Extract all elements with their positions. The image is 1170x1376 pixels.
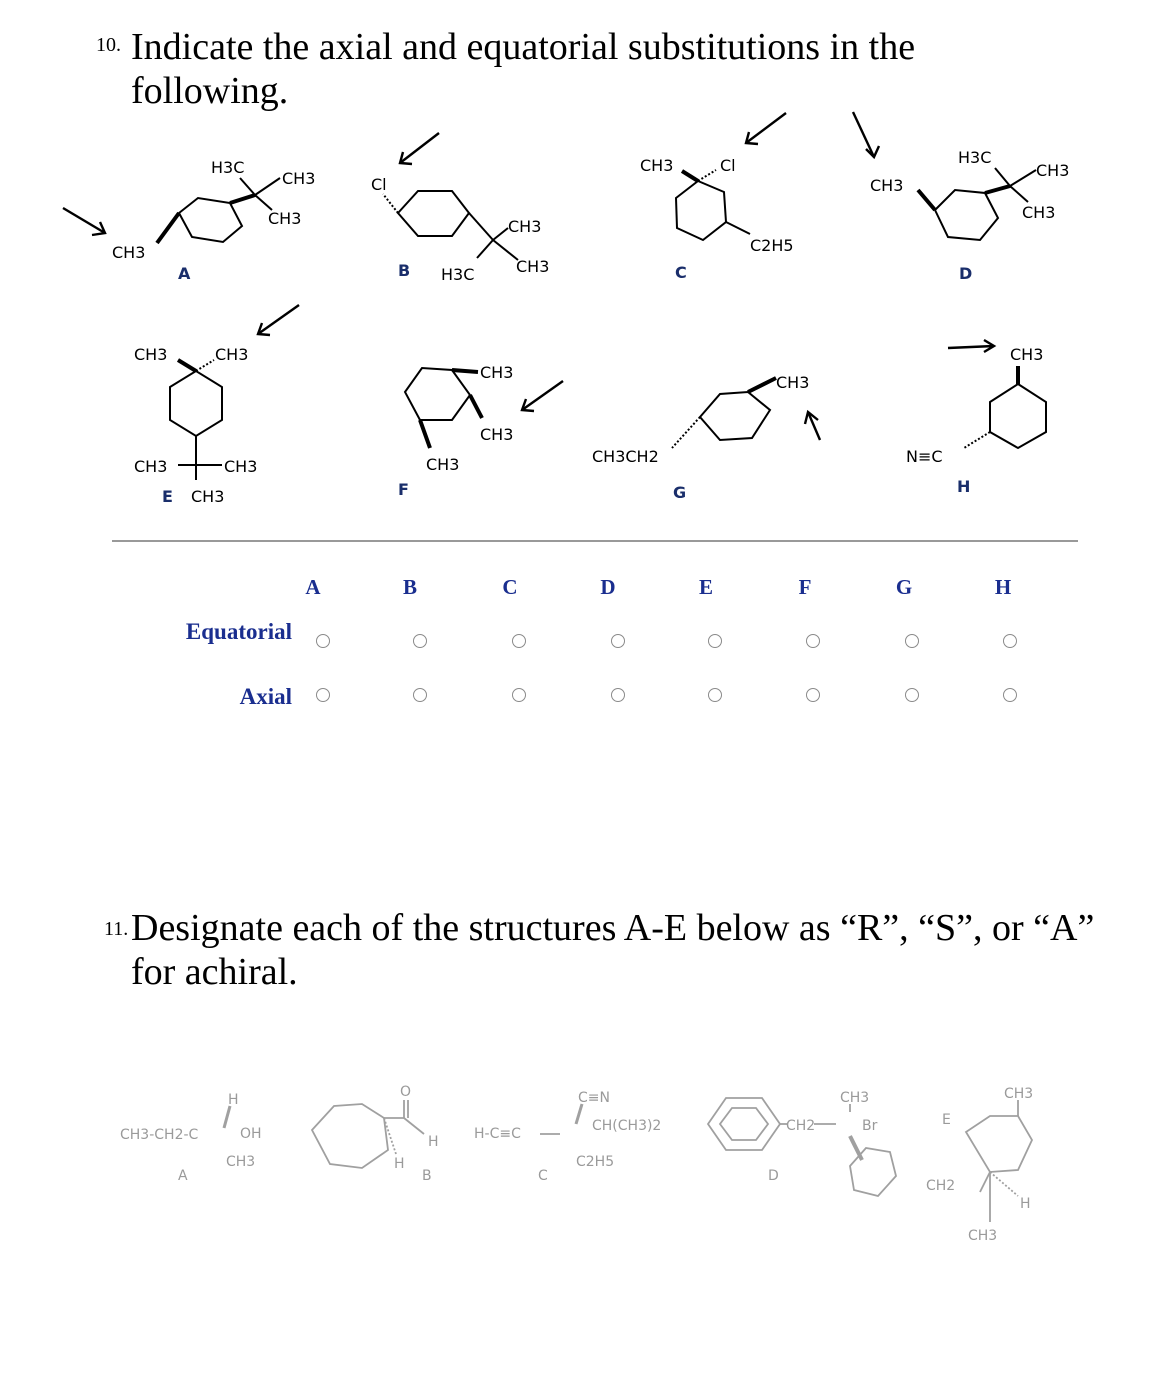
arrow-a: [63, 208, 105, 233]
q11-structures: [0, 1070, 1170, 1250]
radio-equatorial-d[interactable]: [611, 634, 625, 648]
radio-equatorial-e[interactable]: [708, 634, 722, 648]
structure-b-ch3-top: CH3: [508, 217, 542, 236]
structure-a: [63, 158, 315, 283]
column-header-d: D: [600, 575, 616, 599]
structure-g-label: G: [673, 483, 687, 502]
radio-equatorial-h[interactable]: [1003, 634, 1017, 648]
row-header-axial: Axial: [239, 684, 292, 709]
q11-structure-c: [474, 1090, 661, 1184]
radio-axial-e[interactable]: [708, 688, 722, 702]
question-11-text-line2: for achiral.: [131, 951, 298, 993]
column-header-a: A: [305, 575, 321, 599]
structure-f-ch3-right: CH3: [480, 425, 514, 444]
structure-c-c2h5: C2H5: [750, 236, 794, 255]
structure-c: [640, 113, 794, 282]
structure-b-h3c: H3C: [441, 265, 475, 284]
radio-axial-g[interactable]: [905, 688, 919, 702]
structure-b-ch3-bottom: CH3: [516, 257, 550, 276]
q11-e-label: E: [942, 1112, 951, 1128]
q11-e-h: H: [1020, 1196, 1031, 1212]
question-10-number: 10.: [96, 34, 121, 56]
q11-c-isopropyl: CH(CH3)2: [592, 1118, 662, 1134]
q11-c-ethyl: C2H5: [576, 1154, 615, 1170]
question-10-text-line2: following.: [131, 70, 289, 112]
q11-b-h-bottom: H: [394, 1156, 405, 1172]
column-header-h: H: [994, 575, 1012, 599]
structure-f-ch3-top: CH3: [480, 363, 514, 382]
structure-e: [134, 305, 299, 506]
structure-d-ch3-right: CH3: [1036, 161, 1070, 180]
structure-d-label: D: [959, 264, 973, 283]
structure-c-cl: Cl: [720, 156, 736, 175]
structure-h-label: H: [957, 477, 971, 496]
structure-g: [592, 373, 820, 502]
structure-b-label: B: [398, 261, 411, 280]
structure-h-ch3: CH3: [1010, 345, 1044, 364]
structure-a-ch3-mid: CH3: [268, 209, 302, 228]
q11-structure-b: [312, 1084, 439, 1184]
q11-structure-d: [708, 1090, 896, 1196]
structure-b: [371, 133, 549, 284]
structure-h-nitrile: N≡C: [906, 447, 943, 466]
structure-d: [853, 112, 1069, 283]
radio-axial-b[interactable]: [413, 688, 427, 702]
column-header-f: F: [798, 575, 812, 599]
q11-c-cn: C≡N: [578, 1090, 610, 1106]
structure-e-ch3-left: CH3: [134, 457, 168, 476]
arrow-d: [853, 112, 874, 157]
q11-d-ch2: CH2: [786, 1118, 816, 1134]
q11-a-oh: OH: [240, 1126, 262, 1142]
structure-f: [398, 363, 563, 499]
radio-equatorial-f[interactable]: [806, 634, 820, 648]
q11-e-ch3-bottom: CH3: [968, 1228, 998, 1244]
structure-b-cl: Cl: [371, 175, 387, 194]
structure-d-ch3-mid: CH3: [1022, 203, 1056, 222]
question-11-text-line1: Designate each of the structures A-E below as “R”, “S”, or “A”: [131, 907, 1095, 949]
structure-e-ch3-bottom: CH3: [191, 487, 225, 506]
structure-e-ch3-top-left: CH3: [134, 345, 168, 364]
q10-structures: [0, 0, 1170, 520]
radio-axial-c[interactable]: [512, 688, 526, 702]
radio-axial-a[interactable]: [316, 688, 330, 702]
row-header-equatorial: Equatorial: [185, 619, 292, 644]
question-10-text-line1: Indicate the axial and equatorial substitutions in the: [131, 26, 916, 68]
q11-a-h: H: [228, 1092, 239, 1108]
q11-b-h-right: H: [428, 1134, 439, 1150]
column-header-g: G: [895, 575, 913, 599]
q11-e-ch3-top: CH3: [1004, 1086, 1034, 1102]
q11-structure-a: [120, 1092, 262, 1184]
structure-d-ch3-left: CH3: [870, 176, 904, 195]
q11-d-br: Br: [862, 1118, 878, 1134]
structure-f-label: F: [398, 480, 409, 499]
arrow-b: [400, 133, 439, 163]
q11-a-label: A: [178, 1168, 188, 1184]
structure-e-ch3-top-right: CH3: [215, 345, 249, 364]
structure-a-ch3-top: CH3: [282, 169, 316, 188]
radio-axial-h[interactable]: [1003, 688, 1017, 702]
structure-d-h3c: H3C: [958, 148, 992, 167]
radio-equatorial-c[interactable]: [512, 634, 526, 648]
column-header-c: C: [502, 575, 518, 599]
arrow-f: [522, 381, 563, 410]
radio-axial-d[interactable]: [611, 688, 625, 702]
q11-b-o: O: [400, 1084, 412, 1100]
structure-g-ch3: CH3: [776, 373, 810, 392]
structure-h: [906, 340, 1046, 496]
radio-equatorial-a[interactable]: [316, 634, 330, 648]
q11-c-alkyne: H-C≡C: [474, 1126, 521, 1142]
q11-d-ch3: CH3: [840, 1090, 870, 1106]
radio-equatorial-b[interactable]: [413, 634, 427, 648]
q11-d-label: D: [768, 1168, 779, 1184]
structure-c-ch3: CH3: [640, 156, 674, 175]
q11-c-label: C: [538, 1168, 548, 1184]
radio-equatorial-g[interactable]: [905, 634, 919, 648]
radio-axial-f[interactable]: [806, 688, 820, 702]
structure-g-ch3ch2: CH3CH2: [592, 447, 659, 466]
arrow-c: [746, 113, 786, 143]
structure-a-ch3-left: CH3: [112, 243, 146, 262]
arrow-e: [258, 305, 299, 334]
q11-a-chain: CH3-CH2-C: [120, 1127, 199, 1143]
arrow-h: [948, 346, 994, 348]
structure-e-ch3-right: CH3: [224, 457, 258, 476]
structure-a-label: A: [178, 264, 191, 283]
q11-a-ch3: CH3: [226, 1154, 256, 1170]
question-11-number: 11.: [104, 918, 129, 940]
q11-e-ch2: CH2: [926, 1178, 956, 1194]
structure-c-label: C: [675, 263, 687, 282]
column-header-b: B: [402, 575, 417, 599]
structure-a-h3c: H3C: [211, 158, 245, 177]
q11-b-label: B: [422, 1168, 432, 1184]
column-header-e: E: [698, 575, 713, 599]
structure-f-ch3-bottom: CH3: [426, 455, 460, 474]
table-divider: [112, 540, 1078, 542]
q11-structure-e: [926, 1086, 1033, 1244]
structure-e-label: E: [162, 487, 173, 506]
